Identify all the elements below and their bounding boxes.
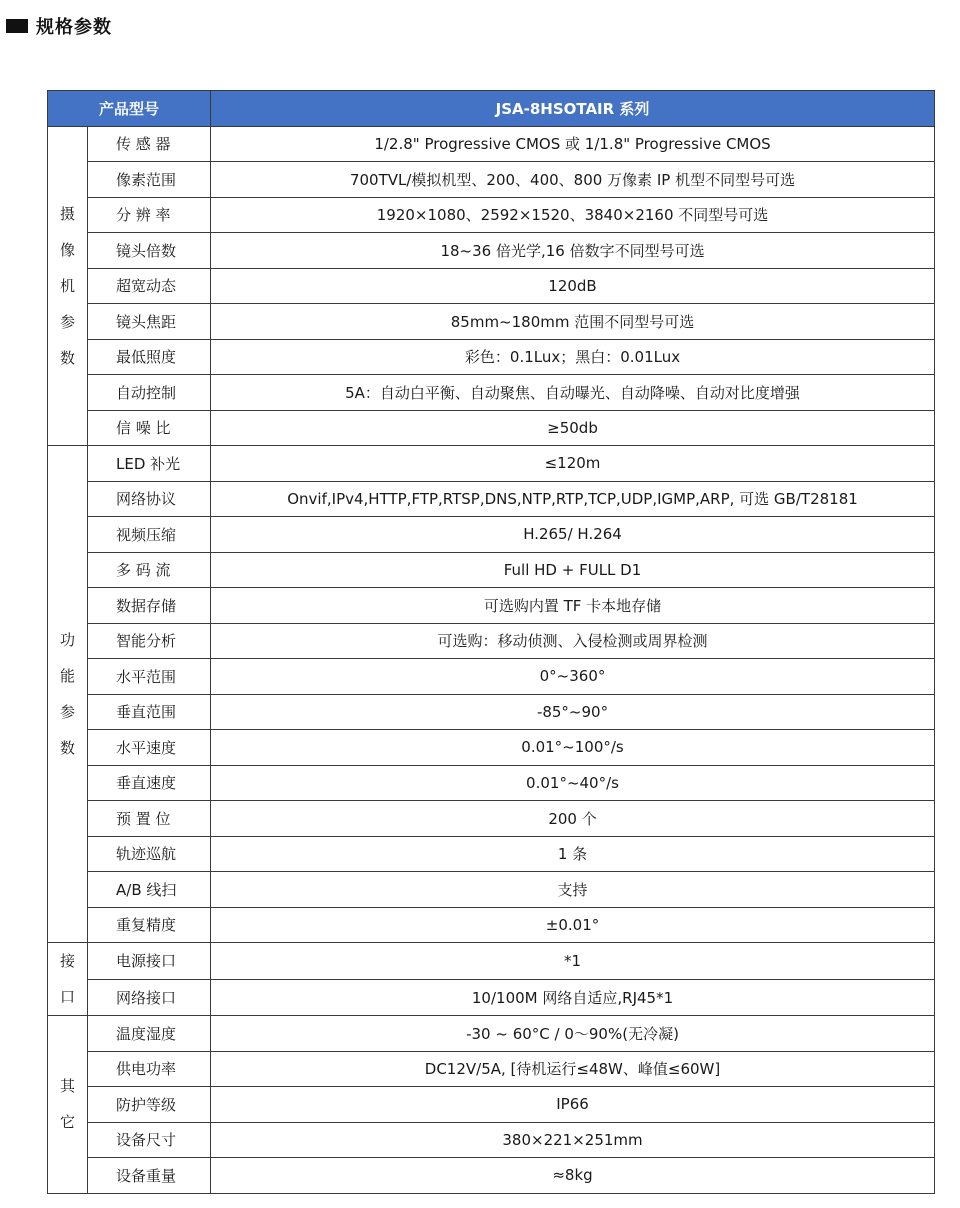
- param-label: 多 码 流: [88, 552, 211, 588]
- param-label: 信 噪 比: [88, 410, 211, 446]
- param-value: ≥50db: [211, 410, 935, 446]
- param-value: H.265/ H.264: [211, 517, 935, 553]
- table-row: [48, 517, 935, 553]
- param-label: 超宽动态: [88, 268, 211, 304]
- table-row: [48, 801, 935, 837]
- spec-table: [47, 90, 935, 1194]
- table-row: [48, 304, 935, 340]
- table-row: [48, 410, 935, 446]
- group-label: [48, 446, 88, 943]
- table-row: [48, 1122, 935, 1158]
- param-value: 彩色：0.1Lux；黑白：0.01Lux: [211, 339, 935, 375]
- group-label: [48, 126, 88, 446]
- param-label: 设备尺寸: [88, 1122, 211, 1158]
- section-header: [6, 14, 112, 38]
- group-label-char: 数: [59, 348, 75, 367]
- spec-table-body: [48, 126, 935, 1193]
- param-value: -85°~90°: [211, 694, 935, 730]
- table-row: [48, 907, 935, 943]
- table-row: [48, 481, 935, 517]
- param-value: 可选购：移动侦测、入侵检测或周界检测: [211, 623, 935, 659]
- param-value: 85mm~180mm 范围不同型号可选: [211, 304, 935, 340]
- param-value: *1: [211, 943, 935, 980]
- param-label: 垂直范围: [88, 694, 211, 730]
- table-row: [48, 197, 935, 233]
- header-model-value: JSA-8HSOTAIR 系列: [211, 91, 935, 127]
- table-row: [48, 1158, 935, 1194]
- table-row: [48, 339, 935, 375]
- param-value: 18~36 倍光学,16 倍数字不同型号可选: [211, 233, 935, 269]
- table-row: [48, 872, 935, 908]
- param-value: 200 个: [211, 801, 935, 837]
- table-row: [48, 552, 935, 588]
- param-label: 供电功率: [88, 1051, 211, 1087]
- param-label: 轨迹巡航: [88, 836, 211, 872]
- group-label-char: 数: [59, 739, 75, 757]
- section-marker-icon: [6, 19, 28, 33]
- param-label: 像素范围: [88, 162, 211, 198]
- section-title: 规格参数: [36, 17, 112, 38]
- param-label: 设备重量: [88, 1158, 211, 1194]
- group-label-char: 口: [59, 988, 75, 1006]
- param-value: 0.01°~40°/s: [211, 765, 935, 801]
- param-value: 380×221×251mm: [211, 1122, 935, 1158]
- param-label: 网络协议: [88, 481, 211, 517]
- table-row: [48, 659, 935, 695]
- group-label-char: 机: [59, 276, 75, 295]
- param-label: 电源接口: [88, 943, 211, 980]
- param-value: 5A：自动白平衡、自动聚焦、自动曝光、自动降噪、自动对比度增强: [211, 375, 935, 411]
- param-value: 700TVL/模拟机型、200、400、800 万像素 IP 机型不同型号可选: [211, 162, 935, 198]
- param-label: 智能分析: [88, 623, 211, 659]
- param-label: 数据存储: [88, 588, 211, 624]
- group-label-char: 其: [59, 1077, 75, 1096]
- param-value: Full HD + FULL D1: [211, 552, 935, 588]
- param-value: ±0.01°: [211, 907, 935, 943]
- group-label-char: 参: [59, 703, 75, 721]
- table-row: [48, 375, 935, 411]
- table-row: [48, 979, 935, 1016]
- param-label: 水平范围: [88, 659, 211, 695]
- group-label-char: 能: [59, 667, 75, 685]
- table-row: [48, 588, 935, 624]
- param-value: ≤120m: [211, 446, 935, 482]
- param-label: 传 感 器: [88, 126, 211, 162]
- param-label: A/B 线扫: [88, 872, 211, 908]
- table-row: [48, 446, 935, 482]
- param-label: 水平速度: [88, 730, 211, 766]
- param-label: 温度湿度: [88, 1016, 211, 1052]
- param-value: 10/100M 网络自适应,RJ45*1: [211, 979, 935, 1016]
- table-row: [48, 730, 935, 766]
- param-value: 0°~360°: [211, 659, 935, 695]
- param-label: 网络接口: [88, 979, 211, 1016]
- table-row: [48, 836, 935, 872]
- table-row: [48, 623, 935, 659]
- param-value: DC12V/5A, [待机运行≤48W、峰值≤60W]: [211, 1051, 935, 1087]
- param-label: LED 补光: [88, 446, 211, 482]
- group-label-char: 它: [59, 1113, 75, 1132]
- table-row: [48, 1051, 935, 1087]
- table-row: [48, 1087, 935, 1123]
- param-label: 分 辨 率: [88, 197, 211, 233]
- param-label: 自动控制: [88, 375, 211, 411]
- param-value: 1920×1080、2592×1520、3840×2160 不同型号可选: [211, 197, 935, 233]
- param-label: 视频压缩: [88, 517, 211, 553]
- group-label-char: 像: [59, 240, 75, 259]
- param-value: 0.01°~100°/s: [211, 730, 935, 766]
- table-row: [48, 943, 935, 980]
- param-value: 支持: [211, 872, 935, 908]
- param-label: 预 置 位: [88, 801, 211, 837]
- param-value: IP66: [211, 1087, 935, 1123]
- group-label: [48, 1016, 88, 1194]
- param-label: 镜头焦距: [88, 304, 211, 340]
- group-label-char: 参: [59, 312, 75, 331]
- param-value: ≈8kg: [211, 1158, 935, 1194]
- group-label-char: 摄: [59, 204, 75, 223]
- table-row: [48, 126, 935, 162]
- param-value: -30 ~ 60°C / 0～90%(无冷凝): [211, 1016, 935, 1052]
- param-value: 1/2.8" Progressive CMOS 或 1/1.8" Progressive CMOS: [211, 126, 935, 162]
- group-label-char: 功: [59, 631, 75, 649]
- param-label: 防护等级: [88, 1087, 211, 1123]
- table-header-row: [48, 91, 935, 127]
- table-row: [48, 162, 935, 198]
- param-value: 120dB: [211, 268, 935, 304]
- param-label: 垂直速度: [88, 765, 211, 801]
- table-row: [48, 1016, 935, 1052]
- header-model-label: 产品型号: [48, 91, 211, 127]
- group-label: [48, 943, 88, 1016]
- table-row: [48, 233, 935, 269]
- param-label: 最低照度: [88, 339, 211, 375]
- table-row: [48, 765, 935, 801]
- param-value: 可选购内置 TF 卡本地存储: [211, 588, 935, 624]
- param-value: Onvif,IPv4,HTTP,FTP,RTSP,DNS,NTP,RTP,TCP,UDP,IGMP,ARP, 可选 GB/T28181: [211, 481, 935, 517]
- group-label-char: 接: [59, 952, 75, 970]
- param-value: 1 条: [211, 836, 935, 872]
- table-row: [48, 694, 935, 730]
- param-label: 重复精度: [88, 907, 211, 943]
- param-label: 镜头倍数: [88, 233, 211, 269]
- table-row: [48, 268, 935, 304]
